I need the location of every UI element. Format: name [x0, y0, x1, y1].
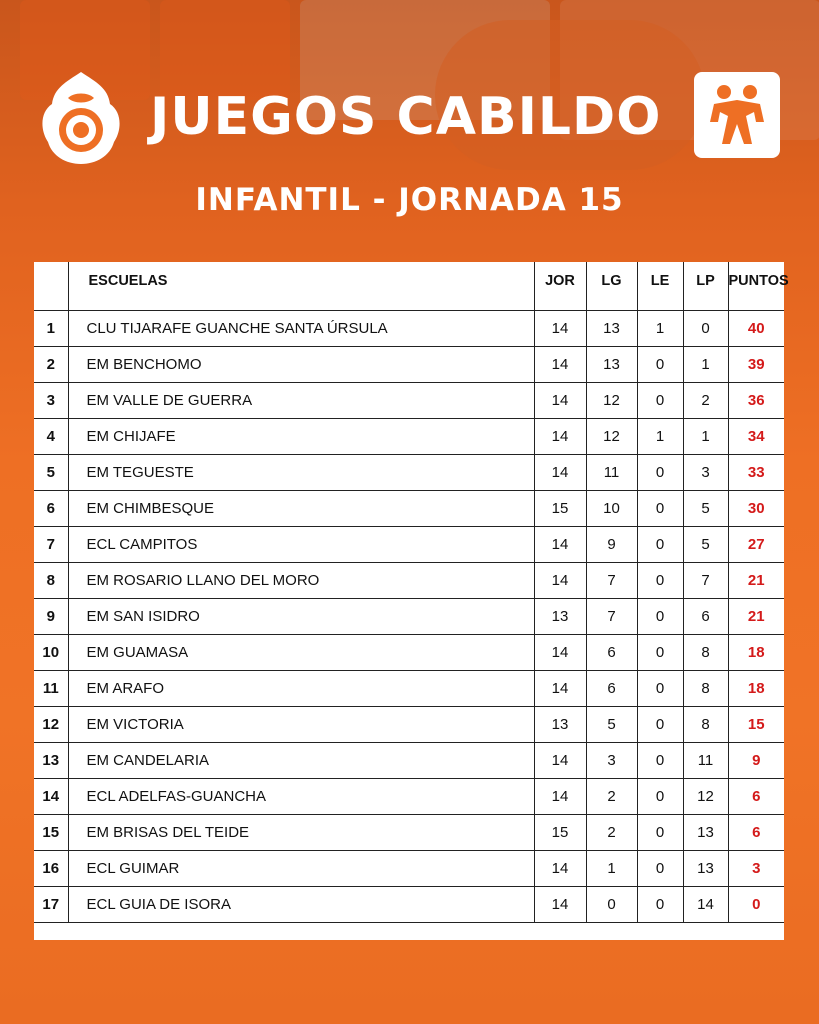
- position-cell: 13: [34, 742, 68, 778]
- le-cell: 0: [637, 886, 683, 922]
- table-row: [34, 454, 784, 490]
- jor-cell: 14: [534, 742, 586, 778]
- jor-cell: 13: [534, 706, 586, 742]
- le-cell: 0: [637, 598, 683, 634]
- school-cell: EM CANDELARIA: [68, 742, 534, 778]
- lp-cell: 8: [683, 706, 728, 742]
- jor-cell: 14: [534, 850, 586, 886]
- lp-cell: 7: [683, 562, 728, 598]
- school-cell: EM BENCHOMO: [68, 346, 534, 382]
- position-cell: 2: [34, 346, 68, 382]
- points-cell: 0: [728, 886, 784, 922]
- le-cell: 0: [637, 778, 683, 814]
- lg-cell: 0: [586, 886, 637, 922]
- school-cell: EM SAN ISIDRO: [68, 598, 534, 634]
- lg-cell: 7: [586, 562, 637, 598]
- lg-cell: 1: [586, 850, 637, 886]
- le-cell: 1: [637, 418, 683, 454]
- school-cell: EM TEGUESTE: [68, 454, 534, 490]
- school-cell: ECL GUIMAR: [68, 850, 534, 886]
- position-cell: 15: [34, 814, 68, 850]
- le-cell: 0: [637, 850, 683, 886]
- points-cell: 27: [728, 526, 784, 562]
- points-cell: 33: [728, 454, 784, 490]
- lp-cell: 8: [683, 670, 728, 706]
- lg-cell: 12: [586, 382, 637, 418]
- lp-cell: 5: [683, 490, 728, 526]
- school-cell: EM CHIJAFE: [68, 418, 534, 454]
- school-cell: EM ROSARIO LLANO DEL MORO: [68, 562, 534, 598]
- lg-cell: 7: [586, 598, 637, 634]
- lp-cell: 5: [683, 526, 728, 562]
- lg-cell: 10: [586, 490, 637, 526]
- le-cell: 1: [637, 310, 683, 346]
- school-cell: EM CHIMBESQUE: [68, 490, 534, 526]
- jor-cell: 14: [534, 670, 586, 706]
- points-cell: 30: [728, 490, 784, 526]
- school-cell: ECL GUIA DE ISORA: [68, 886, 534, 922]
- table-row: [34, 346, 784, 382]
- table-row: [34, 706, 784, 742]
- position-cell: 9: [34, 598, 68, 634]
- lp-cell: 13: [683, 850, 728, 886]
- le-cell: 0: [637, 346, 683, 382]
- le-cell: 0: [637, 814, 683, 850]
- flame-emblem-icon: [38, 68, 124, 168]
- lg-cell: 12: [586, 418, 637, 454]
- table-row: [34, 778, 784, 814]
- school-cell: EM BRISAS DEL TEIDE: [68, 814, 534, 850]
- position-cell: 12: [34, 706, 68, 742]
- position-cell: 16: [34, 850, 68, 886]
- lg-cell: 11: [586, 454, 637, 490]
- lg-cell: 5: [586, 706, 637, 742]
- lg-cell: 6: [586, 634, 637, 670]
- lp-cell: 13: [683, 814, 728, 850]
- le-cell: 0: [637, 562, 683, 598]
- subtitle: INFANTIL - JORNADA 15: [195, 182, 624, 218]
- school-cell: EM VICTORIA: [68, 706, 534, 742]
- jor-cell: 14: [534, 562, 586, 598]
- points-cell: 18: [728, 670, 784, 706]
- lg-cell: 2: [586, 814, 637, 850]
- lg-cell: 13: [586, 346, 637, 382]
- position-cell: 8: [34, 562, 68, 598]
- lg-cell: 6: [586, 670, 637, 706]
- jor-cell: 15: [534, 490, 586, 526]
- points-cell: 34: [728, 418, 784, 454]
- lg-cell: 3: [586, 742, 637, 778]
- lp-cell: 11: [683, 742, 728, 778]
- table-row: [34, 418, 784, 454]
- position-cell: 1: [34, 310, 68, 346]
- position-cell: 11: [34, 670, 68, 706]
- jor-cell: 14: [534, 310, 586, 346]
- jor-cell: 14: [534, 346, 586, 382]
- points-cell: 6: [728, 778, 784, 814]
- position-cell: 5: [34, 454, 68, 490]
- le-cell: 0: [637, 706, 683, 742]
- table-row: [34, 670, 784, 706]
- lg-cell: 9: [586, 526, 637, 562]
- position-cell: 10: [34, 634, 68, 670]
- points-cell: 3: [728, 850, 784, 886]
- le-cell: 0: [637, 634, 683, 670]
- table-row: [34, 634, 784, 670]
- header-le: LE: [637, 262, 683, 310]
- wrestlers-icon: [694, 72, 780, 158]
- position-cell: 6: [34, 490, 68, 526]
- table-header-row: [34, 262, 784, 310]
- le-cell: 0: [637, 670, 683, 706]
- le-cell: 0: [637, 490, 683, 526]
- position-cell: 7: [34, 526, 68, 562]
- points-cell: 36: [728, 382, 784, 418]
- jor-cell: 15: [534, 814, 586, 850]
- header-points: PUNTOS: [728, 262, 784, 310]
- jor-cell: 14: [534, 526, 586, 562]
- position-cell: 14: [34, 778, 68, 814]
- le-cell: 0: [637, 382, 683, 418]
- jor-cell: 14: [534, 418, 586, 454]
- lg-cell: 13: [586, 310, 637, 346]
- points-cell: 21: [728, 598, 784, 634]
- lg-cell: 2: [586, 778, 637, 814]
- header: [0, 60, 819, 180]
- points-cell: 9: [728, 742, 784, 778]
- position-cell: 17: [34, 886, 68, 922]
- table-row: [34, 742, 784, 778]
- le-cell: 0: [637, 454, 683, 490]
- lp-cell: 14: [683, 886, 728, 922]
- table-row: [34, 562, 784, 598]
- lp-cell: 0: [683, 310, 728, 346]
- header-lp: LP: [683, 262, 728, 310]
- standings-table: [34, 262, 789, 940]
- school-cell: CLU TIJARAFE GUANCHE SANTA ÚRSULA: [68, 310, 534, 346]
- points-cell: 40: [728, 310, 784, 346]
- table-row: [34, 382, 784, 418]
- school-cell: EM VALLE DE GUERRA: [68, 382, 534, 418]
- table-row: [34, 886, 784, 922]
- position-cell: 3: [34, 382, 68, 418]
- lp-cell: 2: [683, 382, 728, 418]
- jor-cell: 14: [534, 382, 586, 418]
- table-row: [34, 490, 784, 526]
- points-cell: 21: [728, 562, 784, 598]
- school-cell: EM ARAFO: [68, 670, 534, 706]
- table-row: [34, 850, 784, 886]
- jor-cell: 14: [534, 454, 586, 490]
- points-cell: 39: [728, 346, 784, 382]
- points-cell: 15: [728, 706, 784, 742]
- lp-cell: 6: [683, 598, 728, 634]
- points-cell: 6: [728, 814, 784, 850]
- table-row: [34, 598, 784, 634]
- header-lg: LG: [586, 262, 637, 310]
- position-cell: 4: [34, 418, 68, 454]
- lp-cell: 12: [683, 778, 728, 814]
- le-cell: 0: [637, 526, 683, 562]
- school-cell: ECL ADELFAS-GUANCHA: [68, 778, 534, 814]
- lp-cell: 8: [683, 634, 728, 670]
- table-row: [34, 814, 784, 850]
- lp-cell: 1: [683, 346, 728, 382]
- header-jor: JOR: [534, 262, 586, 310]
- points-cell: 18: [728, 634, 784, 670]
- header-position: [34, 262, 68, 310]
- school-cell: ECL CAMPITOS: [68, 526, 534, 562]
- table-row: [34, 310, 784, 346]
- jor-cell: 14: [534, 886, 586, 922]
- le-cell: 0: [637, 742, 683, 778]
- main-title: JUEGOS CABILDO: [150, 87, 662, 147]
- jor-cell: 13: [534, 598, 586, 634]
- jor-cell: 14: [534, 634, 586, 670]
- table-row: [34, 526, 784, 562]
- lp-cell: 1: [683, 418, 728, 454]
- lp-cell: 3: [683, 454, 728, 490]
- school-cell: EM GUAMASA: [68, 634, 534, 670]
- jor-cell: 14: [534, 778, 586, 814]
- header-schools: ESCUELAS: [68, 262, 534, 310]
